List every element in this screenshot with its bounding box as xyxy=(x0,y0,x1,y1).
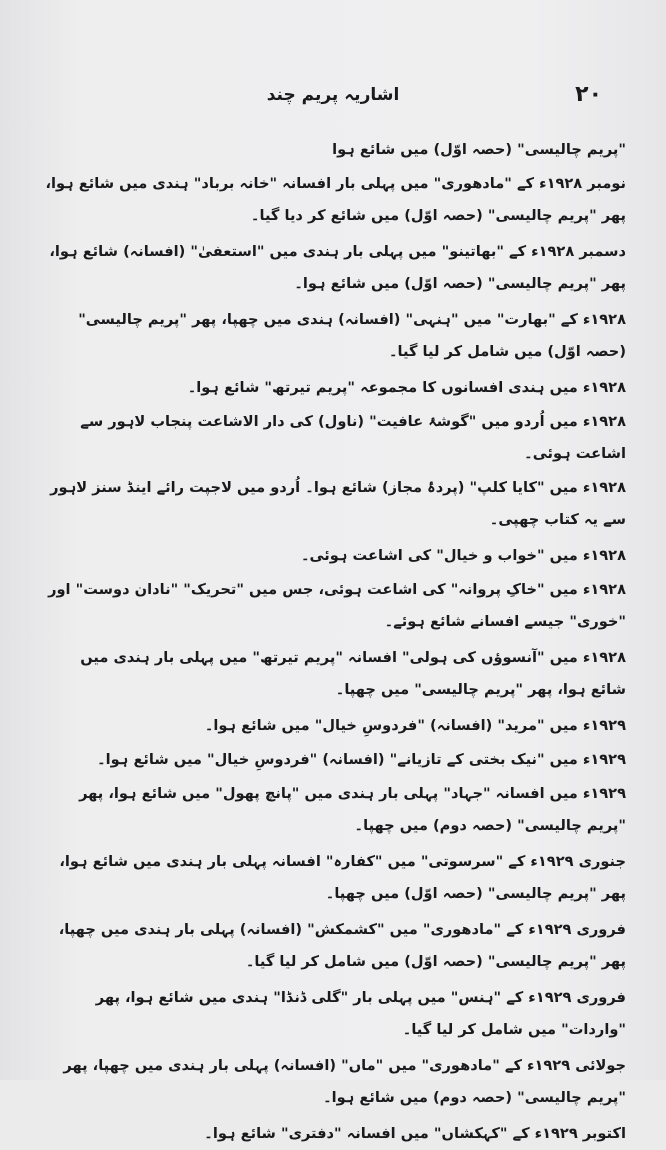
entry: ۱۹۲۸ء میں "آنسوؤں کی ہولی" افسانہ "پریم تیرتھ" میں پہلی بار ہندی میں شائع ہوا، پھر "پریم چالیسی" میں چھپا۔ xyxy=(80,649,626,698)
entry: ۱۹۲۸ء میں "کایا کلپ" (پردۂ مجاز) شائع ہوا۔ اُردو میں لاجپت رائے اینڈ سنز لاہور سے یہ کتاب چھپی۔ xyxy=(50,479,626,528)
entry: فروری ۱۹۲۹ء کے "مادھوری" میں "کشمکش" (افسانہ) پہلی بار ہندی میں چھپا، پھر "پریم چالیسی" (حصہ اوّل) میں شامل کر لیا گیا۔ xyxy=(58,921,626,970)
entry: فروری ۱۹۲۹ء کے "ہنس" میں پہلی بار "گلی ڈنڈا" ہندی میں شائع ہوا، پھر "واردات" میں شامل کر لیا گیا۔ xyxy=(95,989,626,1038)
page-number: ۲۰ xyxy=(575,82,602,107)
entry: ۱۹۲۸ء میں "خواب و خیال" کی اشاعت ہوئی۔ xyxy=(300,547,626,564)
entry: نومبر ۱۹۲۸ء کے "مادھوری" میں پہلی بار افسانہ "خانہ برباد" ہندی میں شائع ہوا، پھر "پریم چالیسی" (حصہ اوّل) میں شائع کر دیا گیا۔ xyxy=(45,175,626,224)
page-header xyxy=(40,78,626,112)
entry: دسمبر ۱۹۲۸ء کے "بھاتینو" میں پہلی بار ہندی میں "استعفیٰ" (افسانہ) شائع ہوا، پھر "پریم چالیسی" (حصہ اوّل) میں شائع ہوا۔ xyxy=(49,243,626,292)
entry: ۱۹۲۸ء میں "خاکِ پروانہ" کی اشاعت ہوئی، جس میں "تحریک" "نادان دوست" اور "خوری" جیسے افسانے شائع ہوئے۔ xyxy=(48,581,626,630)
entry: ۱۹۲۹ء میں "مرید" (افسانہ) "فردوسِ خیال" میں شائع ہوا۔ xyxy=(204,717,626,734)
entry: جنوری ۱۹۲۹ء کے "سرسوتی" میں "کفارہ" افسانہ پہلی بار ہندی میں شائع ہوا، پھر "پریم چالیسی" (حصہ اوّل) میں چھپا۔ xyxy=(59,853,626,902)
entry: ۱۹۲۸ء میں ہندی افسانوں کا مجموعہ "پریم تیرتھ" شائع ہوا۔ xyxy=(187,379,626,396)
entry: ۱۹۲۸ء میں اُردو میں "گوشۂ عافیت" (ناول) کی دار الاشاعت پنجاب لاہور سے اشاعت ہوئی۔ xyxy=(80,413,626,462)
entry: اکتوبر ۱۹۲۹ء کے "کہکشاں" میں افسانہ "دفتری" شائع ہوا۔ xyxy=(204,1125,626,1142)
entry-list xyxy=(40,134,626,1150)
entry: ۱۹۲۸ء کے "بھارت" میں "ہنہی" (افسانہ) ہندی میں چھپا، پھر "پریم چالیسی" (حصہ اوّل) میں شامل کر لیا گیا۔ xyxy=(78,311,626,360)
entry: ۱۹۲۹ء میں "نیک بختی کے تازیانے" (افسانہ) "فردوسِ خیال" میں شائع ہوا۔ xyxy=(97,751,626,768)
entry: "پریم چالیسی" (حصہ اوّل) میں شائع ہوا xyxy=(332,141,626,158)
entry: ۱۹۲۹ء میں افسانہ "جہاد" پہلی بار ہندی میں "پانچ پھول" میں شائع ہوا، پھر "پریم چالیسی" (حصہ دوم) میں چھپا۔ xyxy=(79,785,626,834)
entry: جولائی ۱۹۲۹ء کے "مادھوری" میں "ماں" (افسانہ) پہلی بار ہندی میں چھپا، پھر "پریم چالیسی" (حصہ دوم) میں شائع ہوا۔ xyxy=(63,1057,626,1106)
running-title: اشاریہ پریم چند xyxy=(266,85,400,105)
